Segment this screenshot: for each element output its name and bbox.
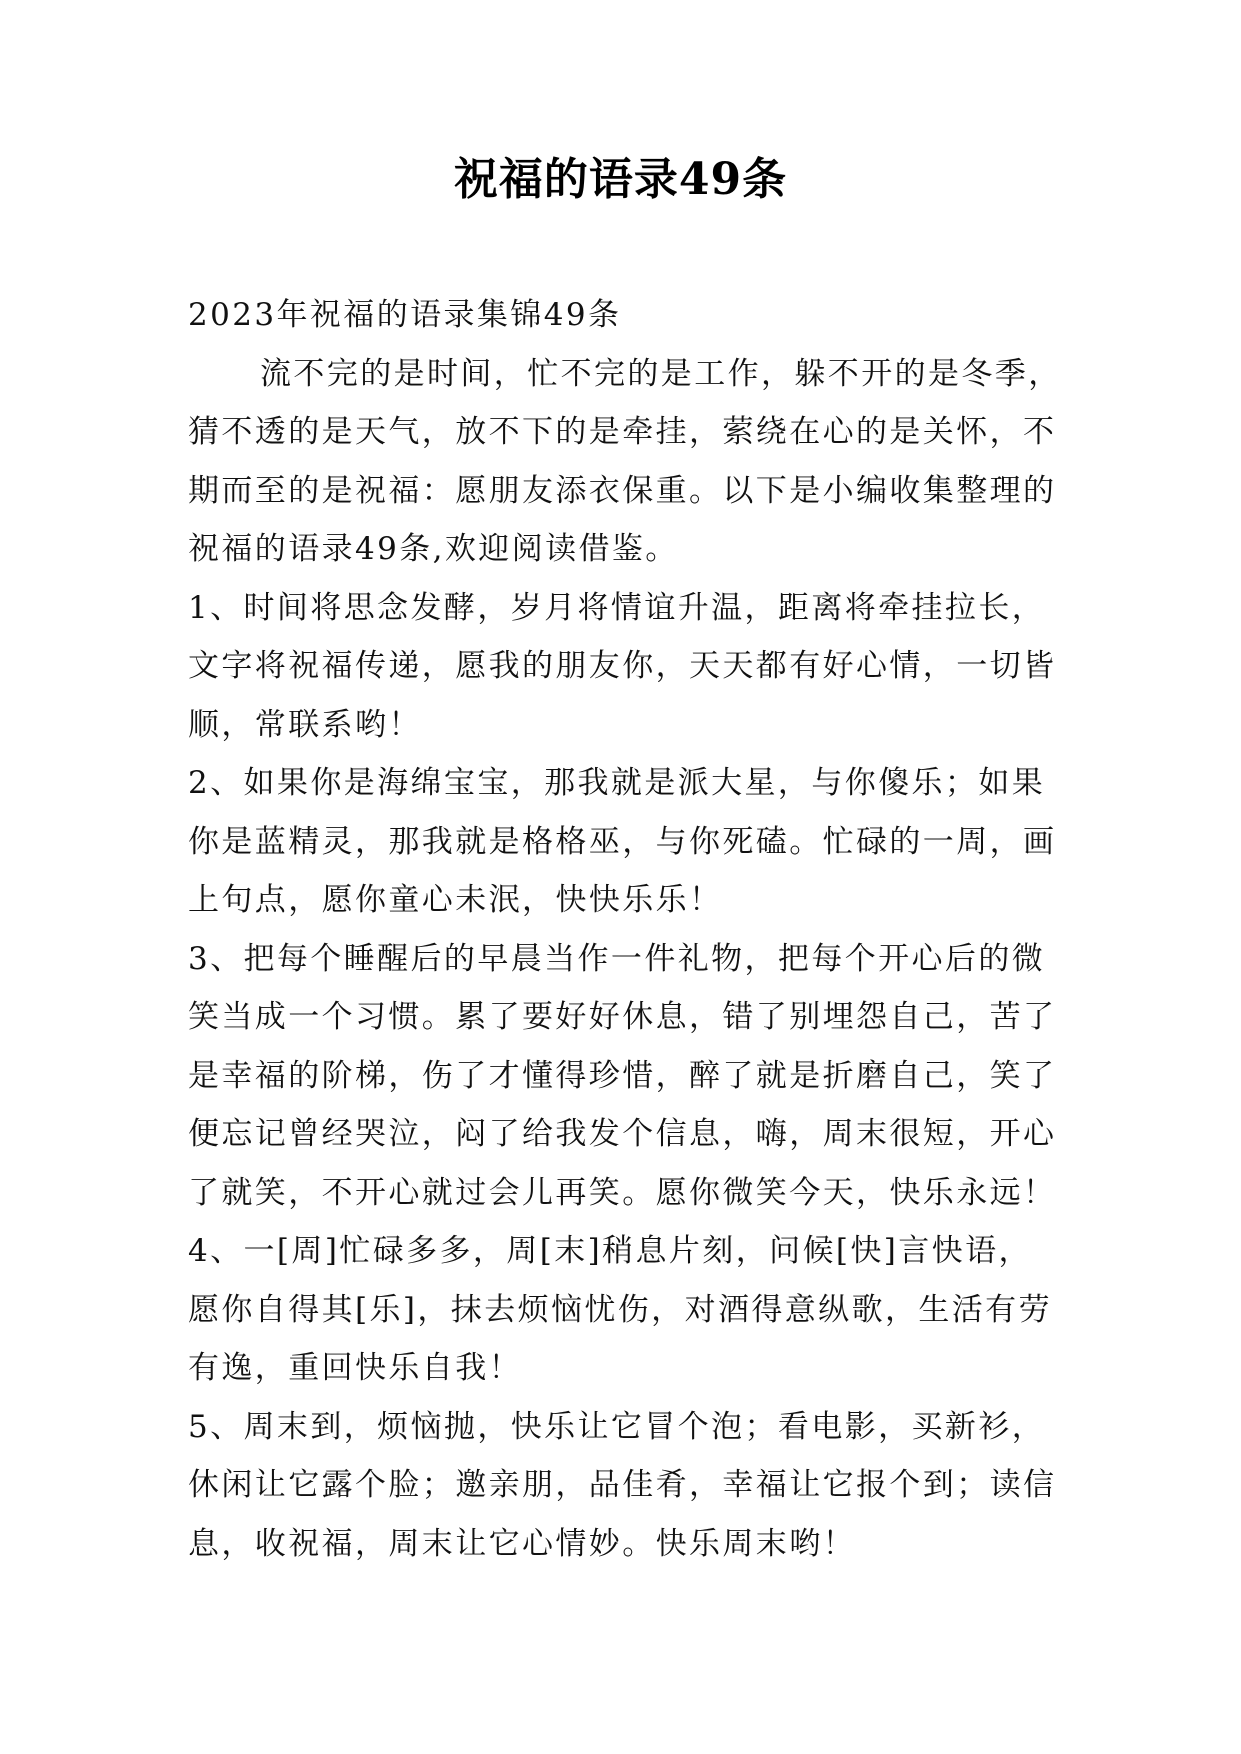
text-line: 便忘记曾经哭泣，闷了给我发个信息，嗨，周末很短，开心 (188, 1116, 1057, 1152)
text-line: 有逸，重回快乐自我！ (188, 1350, 522, 1386)
text-line: 你是蓝精灵，那我就是格格巫，与你死磕。忙碌的一周，画 (188, 823, 1057, 860)
text-line: 休闲让它露个脸；邀亲朋，品佳肴，幸福让它报个到；读信 (188, 1467, 1057, 1503)
text-line: 祝福的语录49条,欢迎阅读借鉴。 (188, 531, 679, 567)
document-title: 祝福的语录49条 (453, 154, 788, 205)
text-line: 了就笑，不开心就过会儿再笑。愿你微笑今天，快乐永远！ (188, 1174, 1057, 1211)
text-line: 是幸福的阶梯，伤了才懂得珍惜，醉了就是折磨自己，笑了 (188, 1057, 1057, 1094)
text-line: 期而至的是祝福：愿朋友添衣保重。以下是小编收集整理的 (188, 472, 1057, 509)
text-line: 愿你自得其[乐]，抹去烦恼忧伤，对酒得意纵歌，生活有劳 (188, 1291, 1052, 1328)
text-line: 2023年祝福的语录集锦49条 (188, 297, 622, 333)
text-line: 流不完的是时间，忙不完的是工作，躲不开的是冬季， (260, 355, 1062, 392)
text-line: 1、时间将思念发酵，岁月将情谊升温，距离将牵挂拉长， (188, 589, 1046, 626)
text-line: 5、周末到，烦恼抛，快乐让它冒个泡；看电影，买新衫， (188, 1408, 1046, 1445)
text-line: 笑当成一个习惯。累了要好好休息，错了别埋怨自己，苦了 (188, 999, 1057, 1035)
document-body (188, 286, 1068, 1573)
text-line: 顺，常联系哟！ (188, 706, 422, 743)
text-line: 3、把每个睡醒后的早晨当作一件礼物，把每个开心后的微 (188, 940, 1046, 977)
text-line: 文字将祝福传递，愿我的朋友你，天天都有好心情，一切皆 (188, 648, 1057, 684)
text-line: 息，收祝福，周末让它心情妙。快乐周末哟！ (188, 1525, 856, 1562)
text-line: 上句点，愿你童心未泯，快快乐乐！ (188, 882, 723, 918)
text-line: 4、一[周]忙碌多多，周[末]稍息片刻，问候[快]言快语， (188, 1233, 1032, 1269)
text-line: 2、如果你是海绵宝宝，那我就是派大星，与你傻乐；如果 (188, 765, 1046, 801)
text-line: 猜不透的是天气，放不下的是牵挂，萦绕在心的是关怀，不 (188, 414, 1057, 450)
